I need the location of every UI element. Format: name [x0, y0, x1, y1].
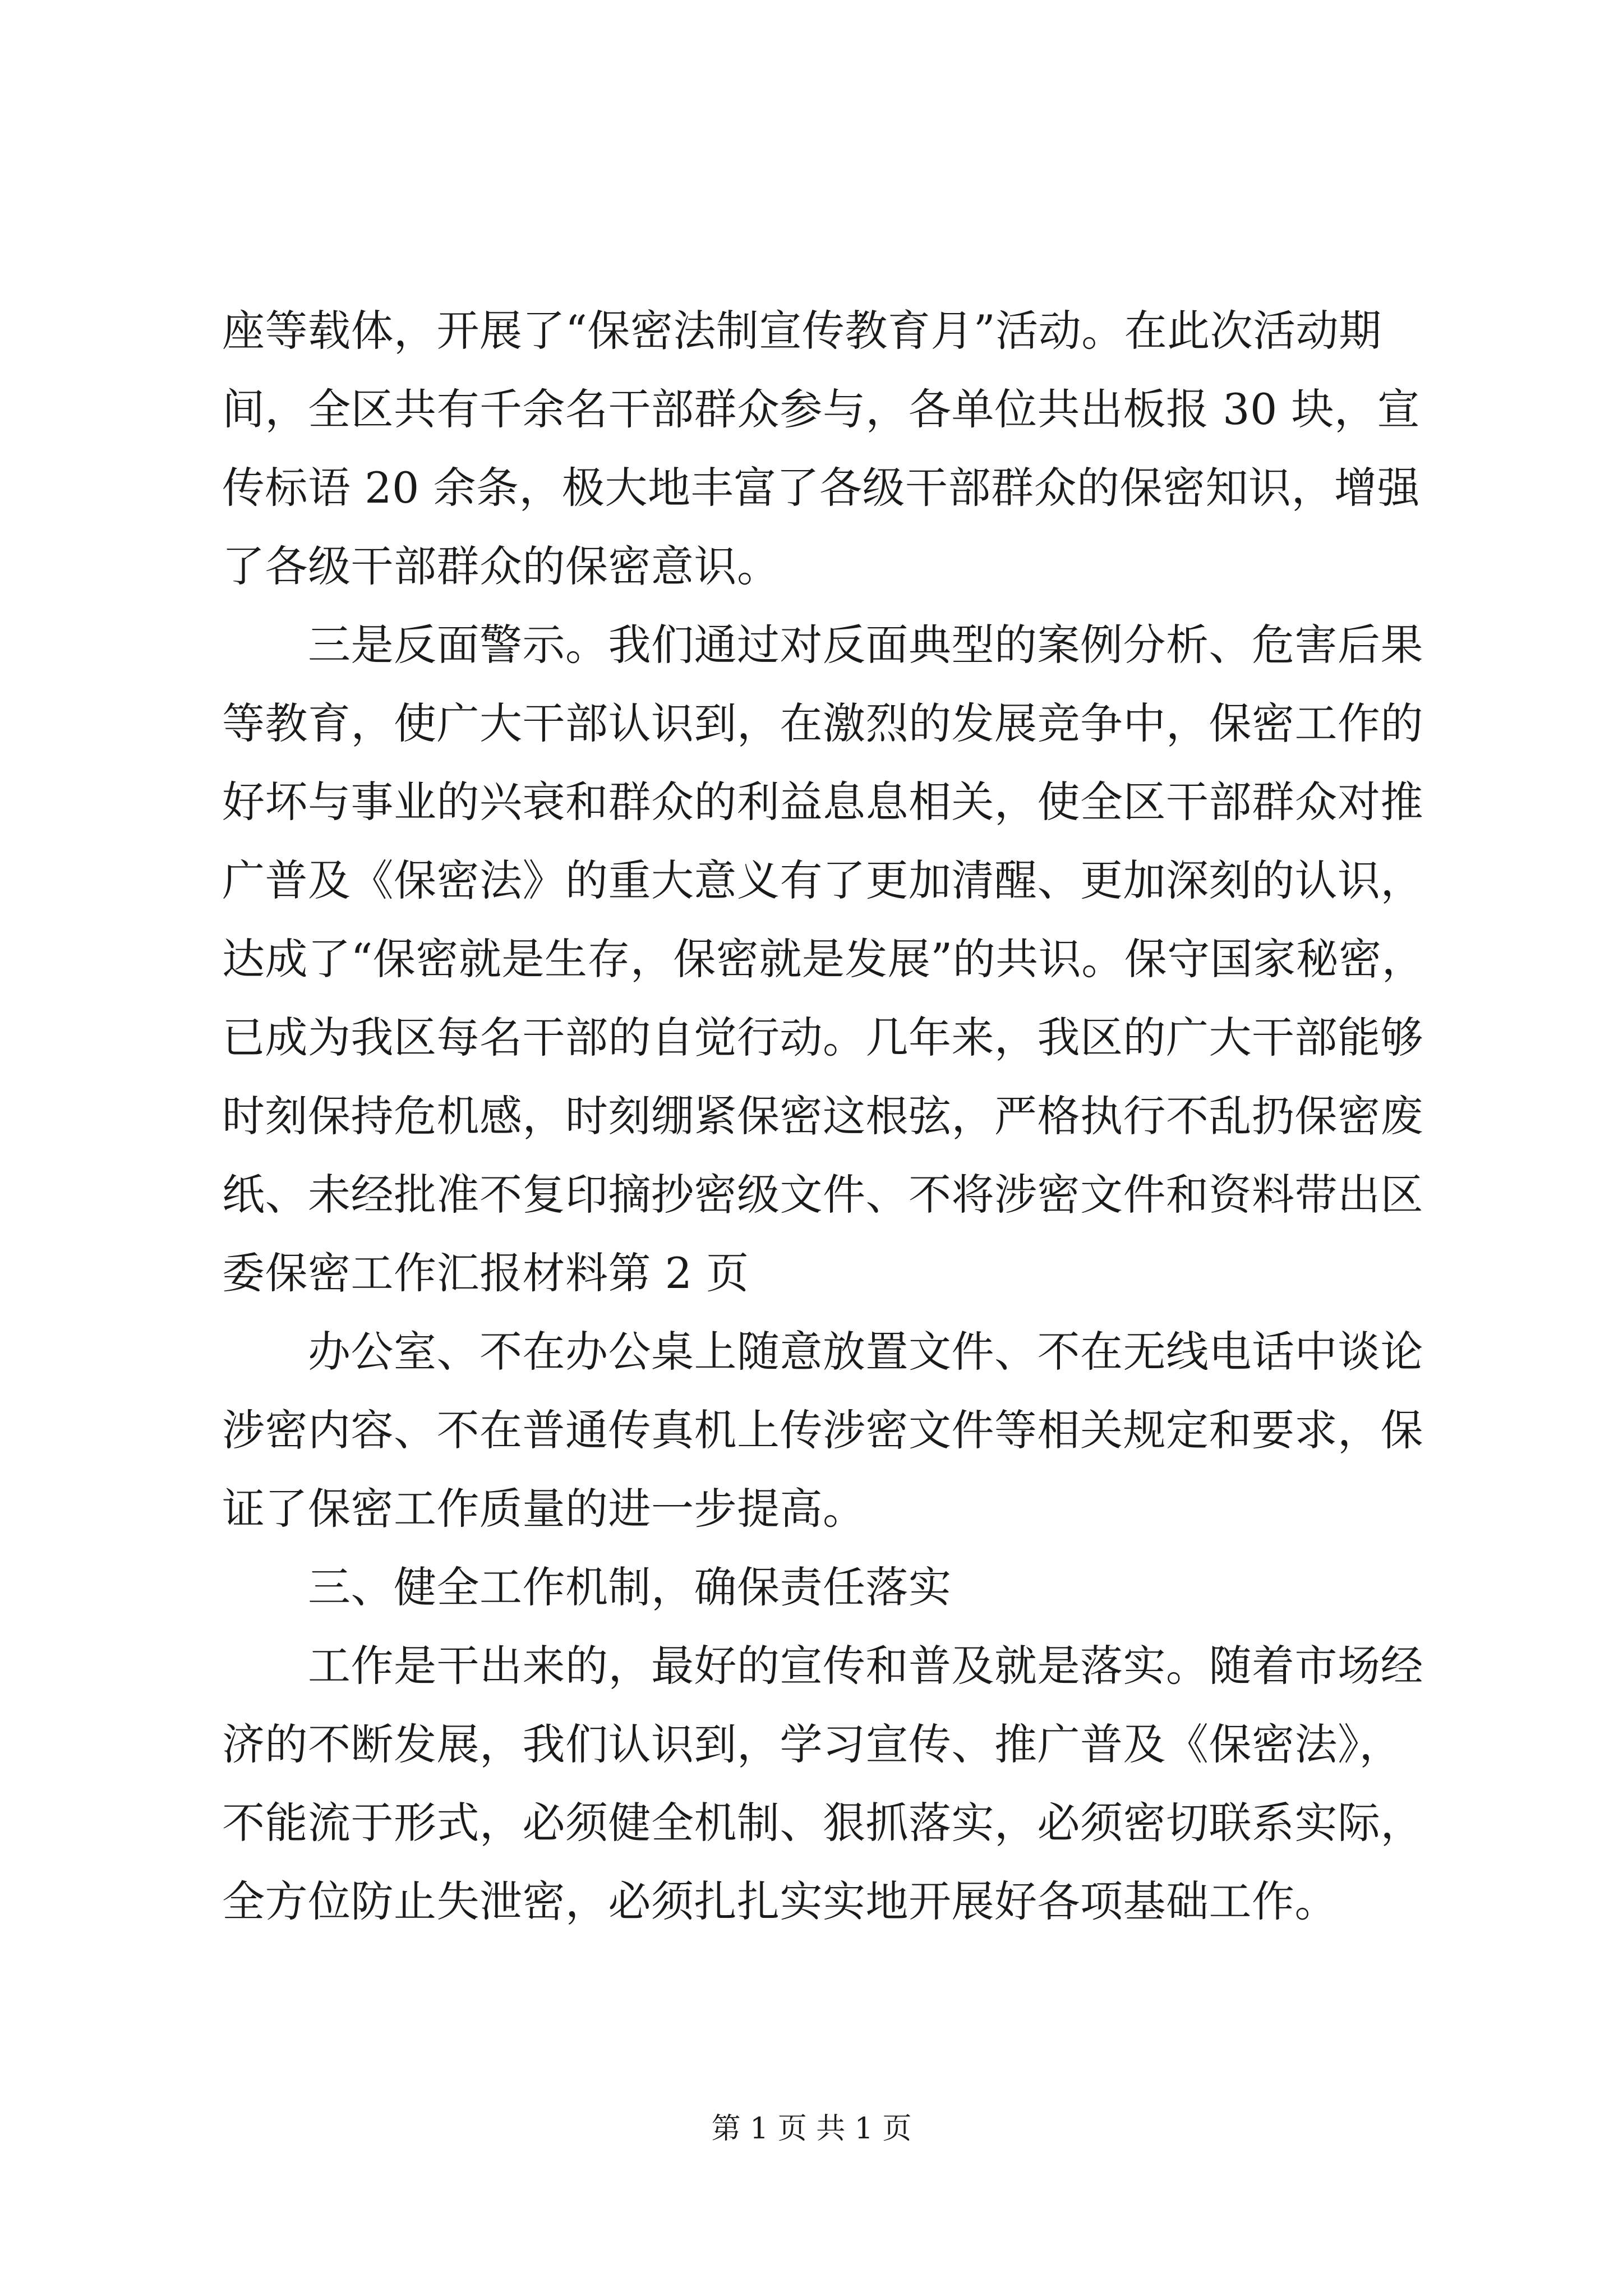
text-line: 济的不断发展，我们认识到，学习宣传、推广普及《保密法》， [222, 1719, 1402, 1769]
page-footer: 第 1 页 共 1 页 [711, 2112, 912, 2146]
text-line: 座等载体，开展了“保密法制宣传教育月”活动。在此次活动期 [222, 306, 1382, 356]
text-line: 等教育，使广大干部认识到，在激烈的发展竞争中，保密工作的 [222, 698, 1423, 748]
text-line: 了各级干部群众的保密意识。 [222, 541, 780, 591]
text-line: 涉密内容、不在普通传真机上传涉密文件等相关规定和要求，保 [222, 1405, 1423, 1455]
text-line: 委保密工作汇报材料第 2 页 [222, 1248, 749, 1298]
text-line: 全方位防止失泄密，必须扎扎实实地开展好各项基础工作。 [222, 1876, 1338, 1926]
text-line: 时刻保持危机感，时刻绷紧保密这根弦，严格执行不乱扔保密废 [222, 1091, 1423, 1141]
text-line: 证了保密工作质量的进一步提高。 [222, 1484, 866, 1534]
text-line: 传标语 20 余条，极大地丰富了各级干部群众的保密知识，增强 [222, 463, 1421, 513]
text-line: 办公室、不在办公桌上随意放置文件、不在无线电话中谈论 [222, 1327, 1423, 1377]
text-line: 已成为我区每名干部的自觉行动。几年来，我区的广大干部能够 [222, 1013, 1423, 1062]
text-line: 广普及《保密法》的重大意义有了更加清醒、更加深刻的认识， [222, 855, 1423, 905]
text-line: 达成了“保密就是生存，保密就是发展”的共识。保守国家秘密， [222, 934, 1425, 984]
document-body [222, 292, 1425, 1941]
section-heading: 三、健全工作机制，确保责任落实 [222, 1562, 952, 1612]
text-line: 工作是干出来的，最好的宣传和普及就是落实。随着市场经 [222, 1641, 1423, 1691]
text-line: 不能流于形式，必须健全机制、狠抓落实，必须密切联系实际， [222, 1798, 1423, 1848]
text-line: 间，全区共有千余名干部群众参与，各单位共出板报 30 块，宣 [222, 384, 1421, 434]
text-line: 三是反面警示。我们通过对反面典型的案例分析、危害后果 [222, 620, 1423, 670]
text-line: 好坏与事业的兴衰和群众的利益息息相关，使全区干部群众对推 [222, 777, 1423, 827]
text-line: 纸、未经批准不复印摘抄密级文件、不将涉密文件和资料带出区 [222, 1170, 1423, 1220]
